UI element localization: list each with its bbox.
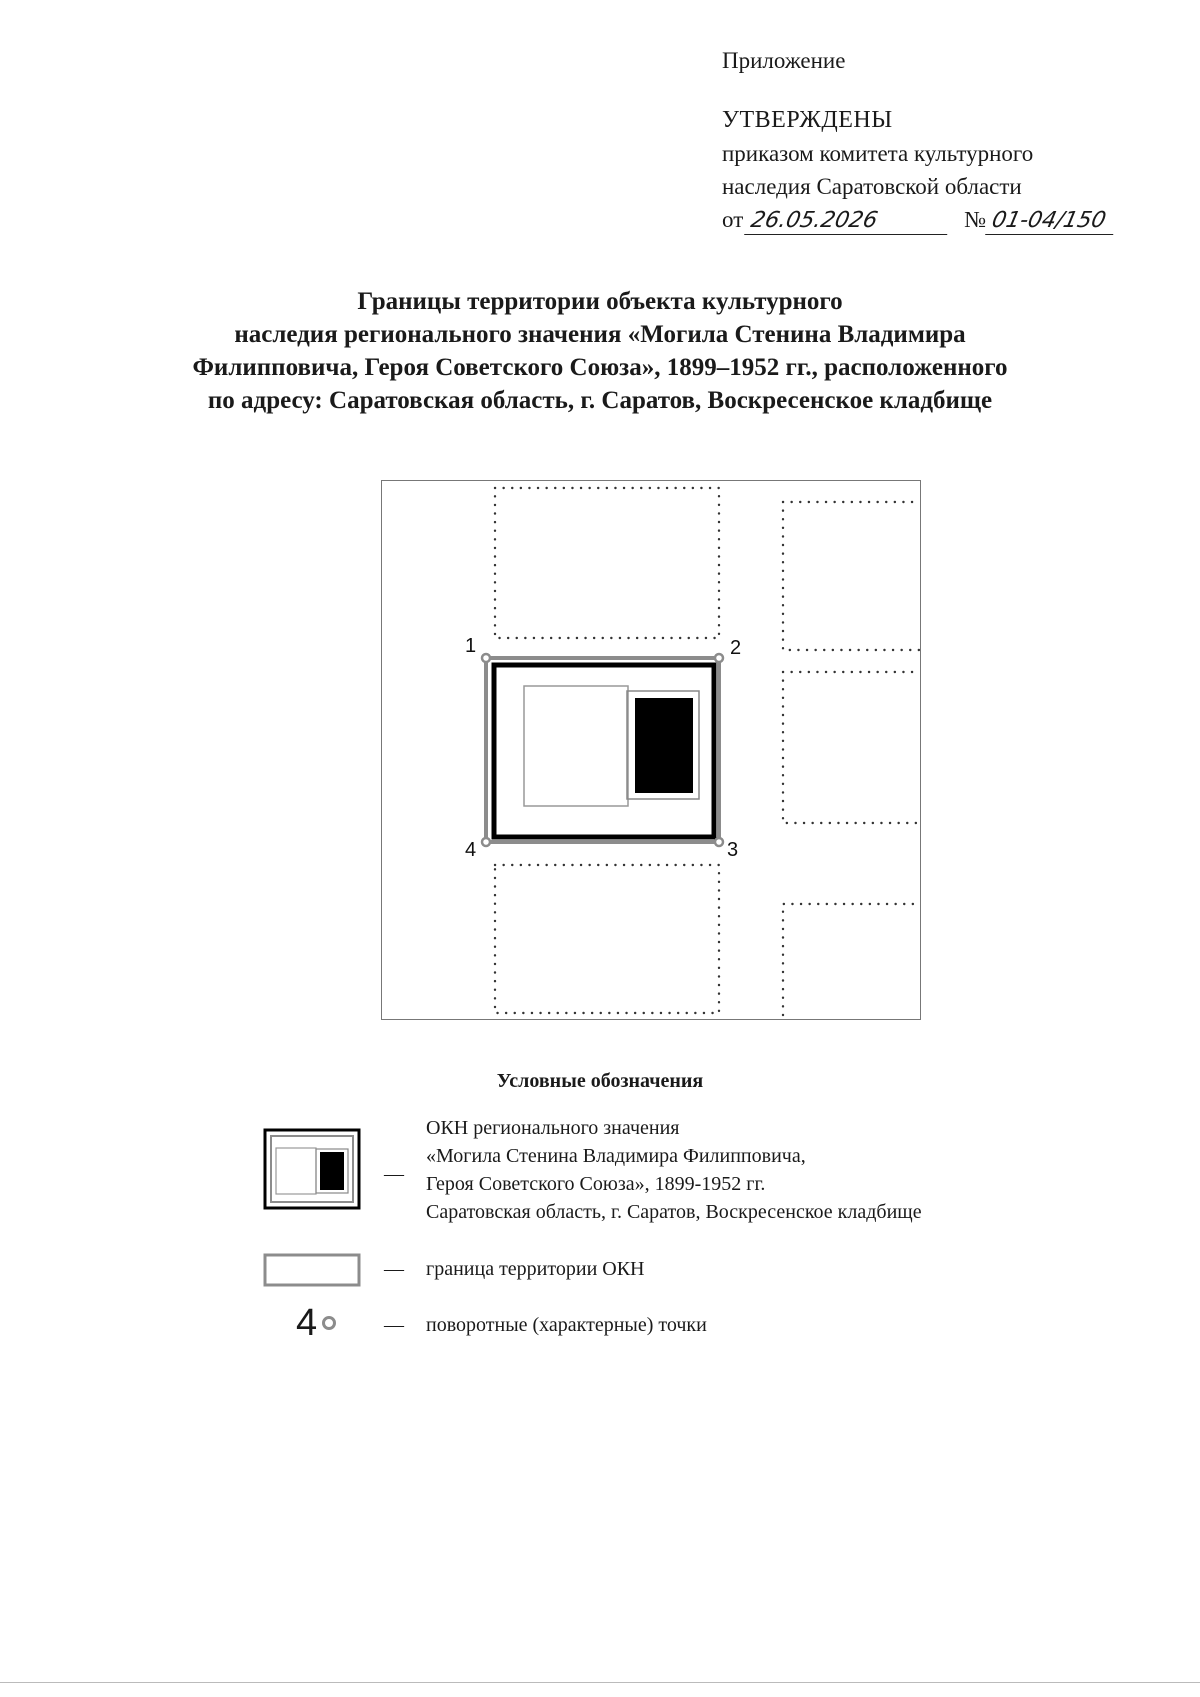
turning-point-1: [482, 654, 490, 662]
boundary-legend-symbol: [262, 1252, 362, 1288]
scan-edge-line: [0, 1682, 1200, 1683]
neighbor-plot-bottom: [495, 865, 719, 1013]
legend-boundary-row: [262, 1252, 1162, 1288]
legend-dash-3: —: [384, 1314, 404, 1336]
document-title: [100, 285, 1100, 417]
turning-point-icon: [320, 1314, 338, 1332]
neighbor-plot-right-bottom: [783, 904, 919, 1015]
legend-title: Условные обозначения: [496, 1070, 704, 1092]
neighbor-plot-right-middle: [783, 672, 919, 823]
date-number-row: [722, 203, 1142, 236]
handwritten-number: 01-04/150: [985, 208, 1119, 235]
handwritten-date: 26.05.2026: [744, 208, 953, 235]
okn-line-3: Героя Советского Союза», 1899-1952 гг.: [426, 1173, 766, 1195]
approval-block: [722, 44, 1142, 236]
legend-dash-2: —: [384, 1258, 404, 1280]
okn-legend-text: [426, 1114, 1186, 1226]
boundary-legend-text: граница территории ОКН: [426, 1258, 645, 1280]
date-prefix: от: [722, 207, 744, 232]
okn-line-1: ОКН регионального значения: [426, 1117, 680, 1139]
title-line-3: Филипповича, Героя Советского Союза», 1899–1952 гг., расположенного: [192, 354, 1008, 381]
approval-line-1: приказом комитета культурного: [722, 141, 1034, 166]
appendix-label: Приложение: [722, 48, 846, 73]
legend-dash-1: —: [384, 1163, 404, 1185]
turning-point-3: [715, 838, 723, 846]
point-legend-symbol: [296, 1303, 338, 1343]
grave-monument: [635, 698, 693, 793]
title-line-2: наследия регионального значения «Могила Стенина Владимира: [234, 321, 966, 348]
approved-heading: УТВЕРЖДЕНЫ: [722, 107, 893, 133]
legend-points-row: [262, 1303, 1162, 1347]
point-label-3: 3: [727, 839, 739, 861]
turning-point-2: [715, 654, 723, 662]
title-line-4: по адресу: Саратовская область, г. Саратов, Воскресенское кладбище: [207, 387, 993, 414]
points-legend-text: поворотные (характерные) точки: [426, 1314, 707, 1336]
okn-legend-symbol: [262, 1127, 362, 1211]
neighbor-plot-top: [495, 488, 719, 638]
neighbor-plot-right-top: [783, 502, 919, 650]
turning-point-4: [482, 838, 490, 846]
point-label-2: 2: [730, 637, 742, 659]
approval-line-2: наследия Саратовской области: [722, 174, 1022, 199]
number-prefix: №: [964, 207, 987, 232]
point-label-4: 4: [465, 839, 477, 861]
okn-line-2: «Могила Стенина Владимира Филипповича,: [426, 1145, 806, 1167]
point-label-1: 1: [465, 635, 477, 657]
grave-plot-light: [524, 686, 628, 806]
boundary-map: [381, 480, 921, 1020]
title-line-1: Границы территории объекта культурного: [357, 288, 843, 315]
point-legend-label: 4: [296, 1302, 318, 1344]
okn-line-4: Саратовская область, г. Саратов, Воскресенское кладбище: [426, 1201, 922, 1223]
legend-okn-row: [262, 1114, 1162, 1234]
